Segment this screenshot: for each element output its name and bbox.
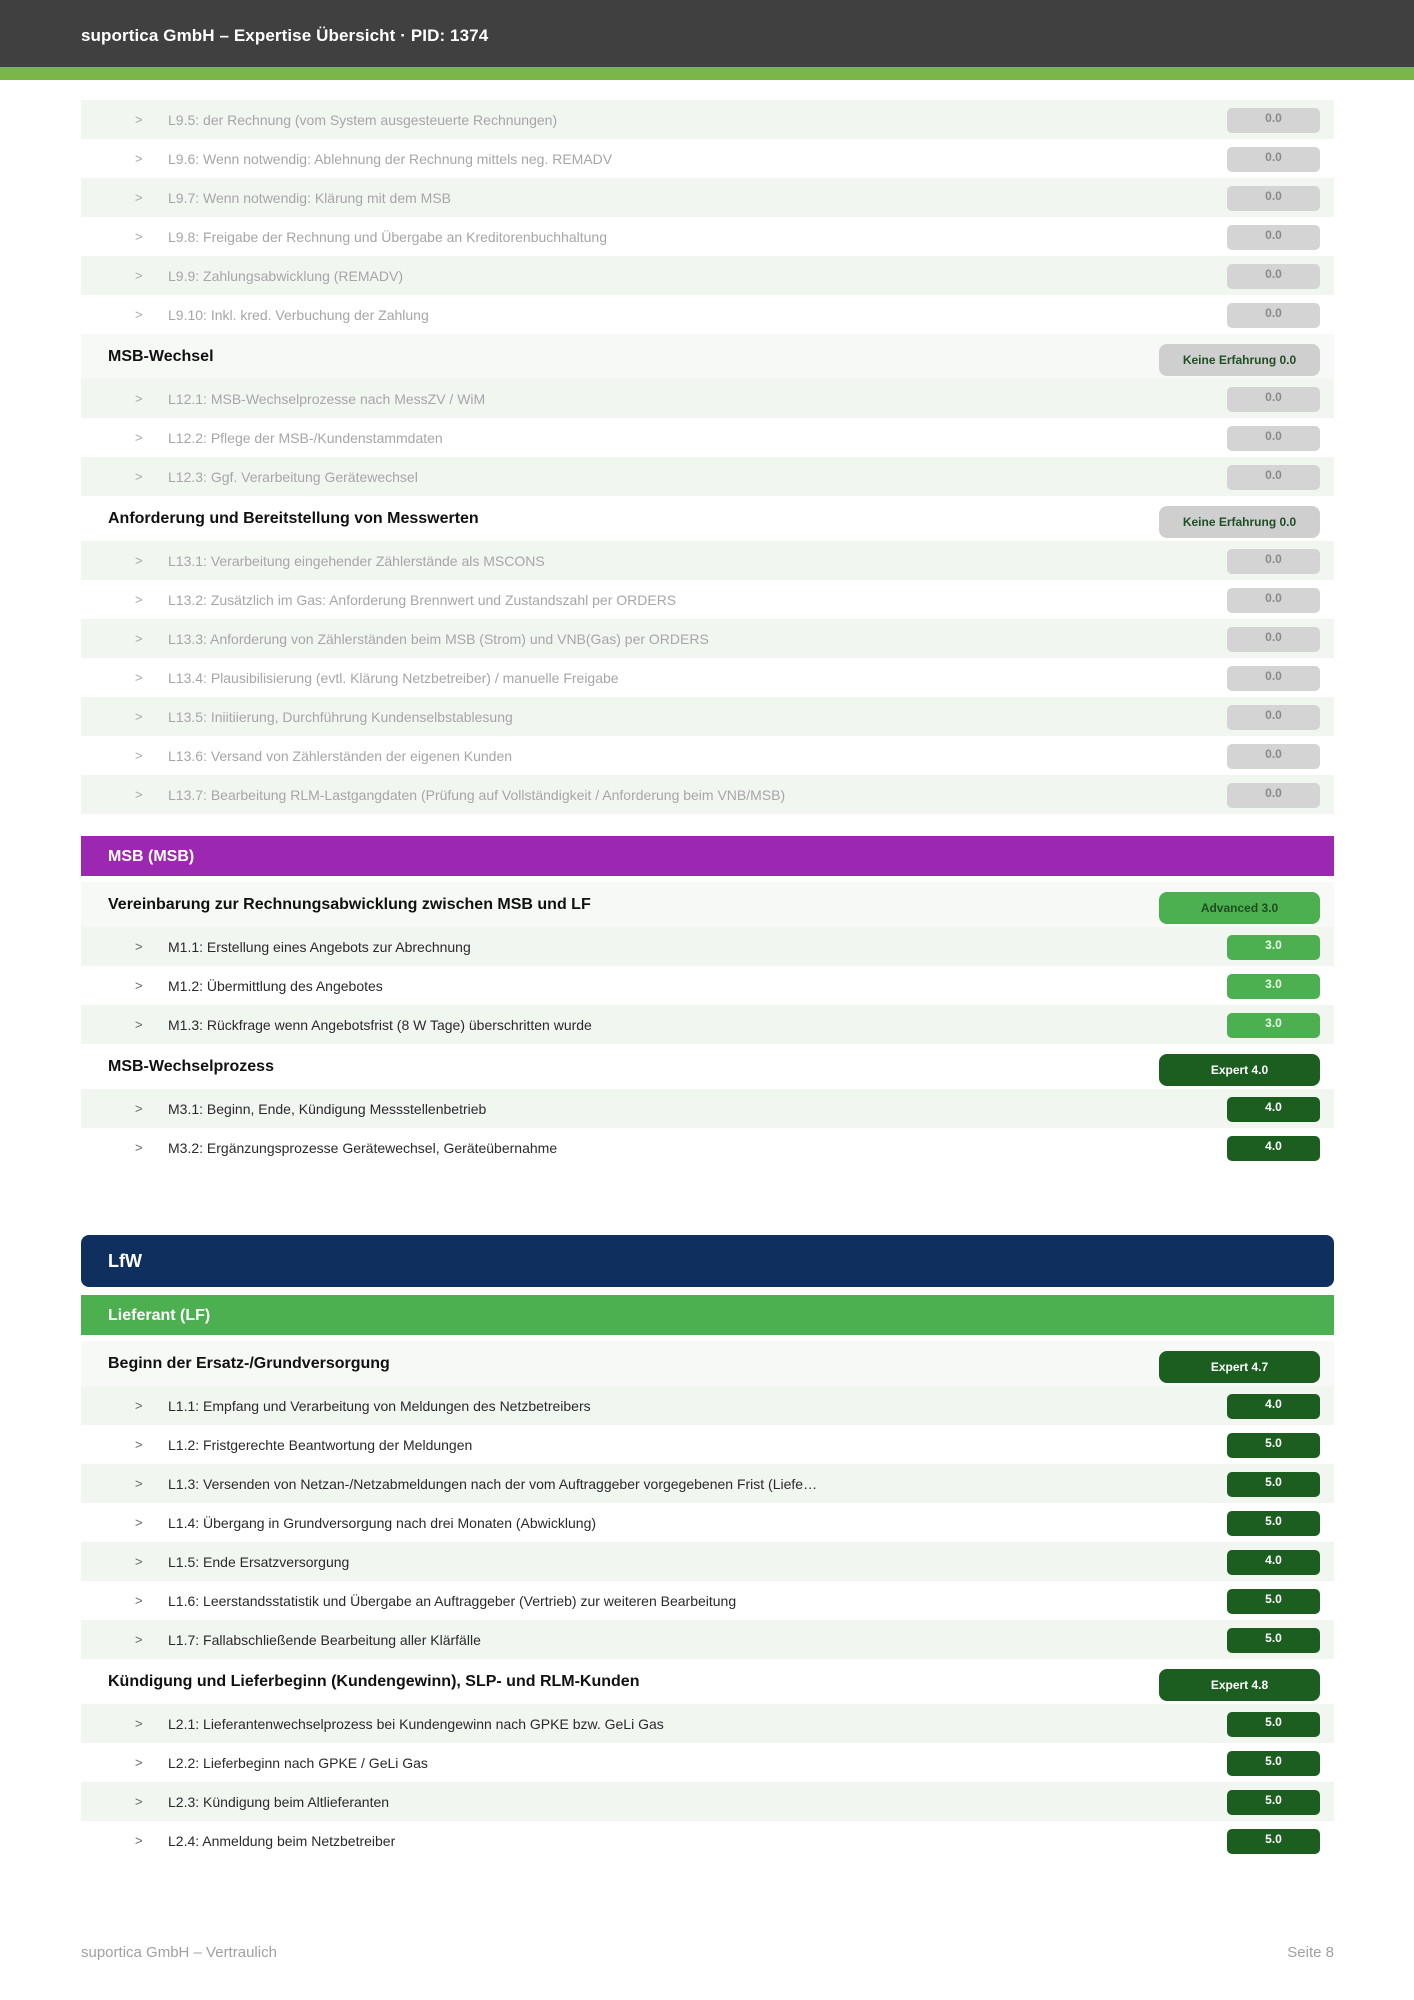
item-label: L9.5: der Rechnung (vom System ausgesteuerte Rechnungen) [168,112,558,128]
score-badge: 0.0 [1227,627,1320,652]
group-header-ersatzversorgung [81,1341,1334,1386]
chevron-right-icon: > [135,1716,143,1731]
score-badge: 4.0 [1227,1550,1320,1575]
chevron-right-icon: > [135,151,143,166]
section-title: LfW [108,1251,142,1271]
chevron-right-icon: > [135,631,143,646]
score-badge: 0.0 [1227,264,1320,289]
level-badge: Expert 4.7 [1159,1351,1320,1383]
item-label: L9.10: Inkl. kred. Verbuchung der Zahlung [168,307,429,323]
group-title: MSB-Wechsel [108,348,214,365]
section-title: Lieferant (LF) [108,1307,211,1324]
section-header-msb [81,836,1334,876]
group-title: Vereinbarung zur Rechnungsabwicklung zwischen MSB und LF [108,896,591,913]
item-label: L13.5: Iniitiierung, Durchführung Kundenselbstablesung [168,709,513,725]
list-item [81,658,1334,697]
chevron-right-icon: > [135,1398,143,1413]
score-badge: 3.0 [1227,1013,1320,1038]
list-item [81,1503,1334,1542]
score-badge: 5.0 [1227,1511,1320,1536]
chevron-right-icon: > [135,787,143,802]
score-badge: 5.0 [1227,1712,1320,1737]
item-label: L1.6: Leerstandsstatistik und Übergabe an Auftraggeber (Vertrieb) zur weiteren Bearbeitung [168,1593,737,1609]
chevron-right-icon: > [135,592,143,607]
chevron-right-icon: > [135,1554,143,1569]
list-item [81,1704,1334,1743]
level-badge: Expert 4.8 [1159,1669,1320,1701]
score-badge: 5.0 [1227,1829,1320,1854]
chevron-right-icon: > [135,268,143,283]
chevron-right-icon: > [135,391,143,406]
chevron-right-icon: > [135,1101,143,1116]
group-title: Kündigung und Lieferbeginn (Kundengewinn), SLP- und RLM-Kunden [108,1673,640,1690]
chevron-right-icon: > [135,748,143,763]
score-badge: 0.0 [1227,549,1320,574]
list-item [81,966,1334,1005]
score-badge: 5.0 [1227,1472,1320,1497]
list-item [81,1464,1334,1503]
chevron-right-icon: > [135,307,143,322]
item-label: L2.1: Lieferantenwechselprozess bei Kundengewinn nach GPKE bzw. GeLi Gas [168,1716,664,1732]
chevron-right-icon: > [135,978,143,993]
level-badge: Keine Erfahrung 0.0 [1159,344,1320,376]
item-label: L9.8: Freigabe der Rechnung und Übergabe an Kreditorenbuchhaltung [168,229,607,245]
footer-confidential: suportica GmbH – Vertraulich [81,1944,277,1961]
item-label: L12.3: Ggf. Verarbeitung Gerätewechsel [168,469,418,485]
group-title: Anforderung und Bereitstellung von Messwerten [108,510,479,527]
list-item [81,457,1334,496]
list-item [81,1089,1334,1128]
chevron-right-icon: > [135,939,143,954]
group-header-rechnungsabwicklung [81,882,1334,927]
score-badge: 0.0 [1227,783,1320,808]
section-header-lfw [81,1235,1334,1287]
score-badge: 0.0 [1227,186,1320,211]
list-item [81,1542,1334,1581]
score-badge: 0.0 [1227,147,1320,172]
level-badge: Advanced 3.0 [1159,892,1320,924]
list-item [81,1386,1334,1425]
score-badge: 3.0 [1227,935,1320,960]
group-header-msb-wechselprozess [81,1044,1334,1089]
group-title: Beginn der Ersatz-/Grundversorgung [108,1355,390,1372]
group-header-messwerte [81,496,1334,541]
score-badge: 0.0 [1227,744,1320,769]
chevron-right-icon: > [135,1632,143,1647]
section-title: MSB (MSB) [108,848,195,865]
group-header-kuendigung [81,1659,1334,1704]
item-label: L13.1: Verarbeitung eingehender Zählerstände als MSCONS [168,553,545,569]
score-badge: 0.0 [1227,426,1320,451]
chevron-right-icon: > [135,1794,143,1809]
accent-divider [0,67,1414,80]
item-label: L1.5: Ende Ersatzversorgung [168,1554,350,1570]
item-label: M1.3: Rückfrage wenn Angebotsfrist (8 W Tage) überschritten wurde [168,1017,592,1033]
score-badge: 3.0 [1227,974,1320,999]
chevron-right-icon: > [135,1140,143,1155]
list-item [81,927,1334,966]
level-badge: Keine Erfahrung 0.0 [1159,506,1320,538]
score-badge: 0.0 [1227,588,1320,613]
list-item [81,1743,1334,1782]
score-badge: 5.0 [1227,1790,1320,1815]
chevron-right-icon: > [135,1017,143,1032]
list-item [81,541,1334,580]
item-label: L1.2: Fristgerechte Beantwortung der Meldungen [168,1437,473,1453]
score-badge: 4.0 [1227,1136,1320,1161]
score-badge: 0.0 [1227,303,1320,328]
score-badge: 4.0 [1227,1097,1320,1122]
list-item [81,418,1334,457]
level-badge: Expert 4.0 [1159,1054,1320,1086]
score-badge: 0.0 [1227,465,1320,490]
list-item [81,100,1334,139]
item-label: M1.2: Übermittlung des Angebotes [168,978,383,994]
list-item [81,1620,1334,1659]
list-item [81,217,1334,256]
score-badge: 5.0 [1227,1751,1320,1776]
score-badge: 4.0 [1227,1394,1320,1419]
chevron-right-icon: > [135,1593,143,1608]
item-label: L13.4: Plausibilisierung (evtl. Klärung Netzbetreiber) / manuelle Freigabe [168,670,619,686]
list-item [81,619,1334,658]
chevron-right-icon: > [135,553,143,568]
item-label: L2.4: Anmeldung beim Netzbetreiber [168,1833,396,1849]
item-label: L9.7: Wenn notwendig: Klärung mit dem MSB [168,190,452,206]
list-item [81,1821,1334,1860]
item-label: L13.3: Anforderung von Zählerständen beim MSB (Strom) und VNB(Gas) per ORDERS [168,631,709,647]
item-label: M3.1: Beginn, Ende, Kündigung Messstellenbetrieb [168,1101,487,1117]
score-badge: 5.0 [1227,1628,1320,1653]
item-label: L1.4: Übergang in Grundversorgung nach drei Monaten (Abwicklung) [168,1515,597,1531]
item-label: M1.1: Erstellung eines Angebots zur Abrechnung [168,939,471,955]
list-item [81,736,1334,775]
item-label: L13.2: Zusätzlich im Gas: Anforderung Brennwert und Zustandszahl per ORDERS [168,592,677,608]
chevron-right-icon: > [135,709,143,724]
score-badge: 0.0 [1227,225,1320,250]
chevron-right-icon: > [135,469,143,484]
item-label: L1.7: Fallabschließende Bearbeitung aller Klärfälle [168,1632,481,1648]
score-badge: 0.0 [1227,705,1320,730]
page-title: suportica GmbH – Expertise Übersicht · PID: 1374 [81,26,489,45]
list-item [81,1425,1334,1464]
list-item [81,1128,1334,1167]
chevron-right-icon: > [135,1476,143,1491]
expertise-content [81,100,1334,1860]
score-badge: 5.0 [1227,1433,1320,1458]
list-item [81,1782,1334,1821]
list-item [81,580,1334,619]
list-item [81,295,1334,334]
list-item [81,178,1334,217]
footer-page-number: Seite 8 [1287,1944,1334,1961]
item-label: L1.1: Empfang und Verarbeitung von Meldungen des Netzbetreibers [168,1398,591,1414]
list-item [81,256,1334,295]
item-label: M3.2: Ergänzungsprozesse Gerätewechsel, Geräteübernahme [168,1140,558,1156]
item-label: L13.7: Bearbeitung RLM-Lastgangdaten (Prüfung auf Vollständigkeit / Anforderung beim VNB/MSB) [168,787,786,803]
score-badge: 0.0 [1227,666,1320,691]
group-title: MSB-Wechselprozess [108,1058,274,1075]
score-badge: 0.0 [1227,108,1320,133]
list-item [81,697,1334,736]
chevron-right-icon: > [135,1437,143,1452]
list-item [81,1581,1334,1620]
header-bar [0,0,1414,67]
section-header-lieferant [81,1295,1334,1335]
chevron-right-icon: > [135,1515,143,1530]
chevron-right-icon: > [135,190,143,205]
item-label: L12.2: Pflege der MSB-/Kundenstammdaten [168,430,443,446]
item-label: L9.6: Wenn notwendig: Ablehnung der Rechnung mittels neg. REMADV [168,151,613,167]
list-item [81,379,1334,418]
chevron-right-icon: > [135,1755,143,1770]
item-label: L2.3: Kündigung beim Altlieferanten [168,1794,390,1810]
score-badge: 0.0 [1227,387,1320,412]
chevron-right-icon: > [135,112,143,127]
chevron-right-icon: > [135,1833,143,1848]
list-item [81,775,1334,814]
item-label: L2.2: Lieferbeginn nach GPKE / GeLi Gas [168,1755,428,1771]
group-header-msb-wechsel [81,334,1334,379]
chevron-right-icon: > [135,430,143,445]
item-label: L12.1: MSB-Wechselprozesse nach MessZV / WiM [168,391,486,407]
item-label: L13.6: Versand von Zählerständen der eigenen Kunden [168,748,513,764]
score-badge: 5.0 [1227,1589,1320,1614]
list-item [81,1005,1334,1044]
chevron-right-icon: > [135,670,143,685]
list-item [81,139,1334,178]
item-label: L1.3: Versenden von Netzan-/Netzabmeldungen nach der vom Auftraggeber vorgegebenen Frist (Liefe… [168,1476,818,1492]
chevron-right-icon: > [135,229,143,244]
item-label: L9.9: Zahlungsabwicklung (REMADV) [168,268,403,284]
